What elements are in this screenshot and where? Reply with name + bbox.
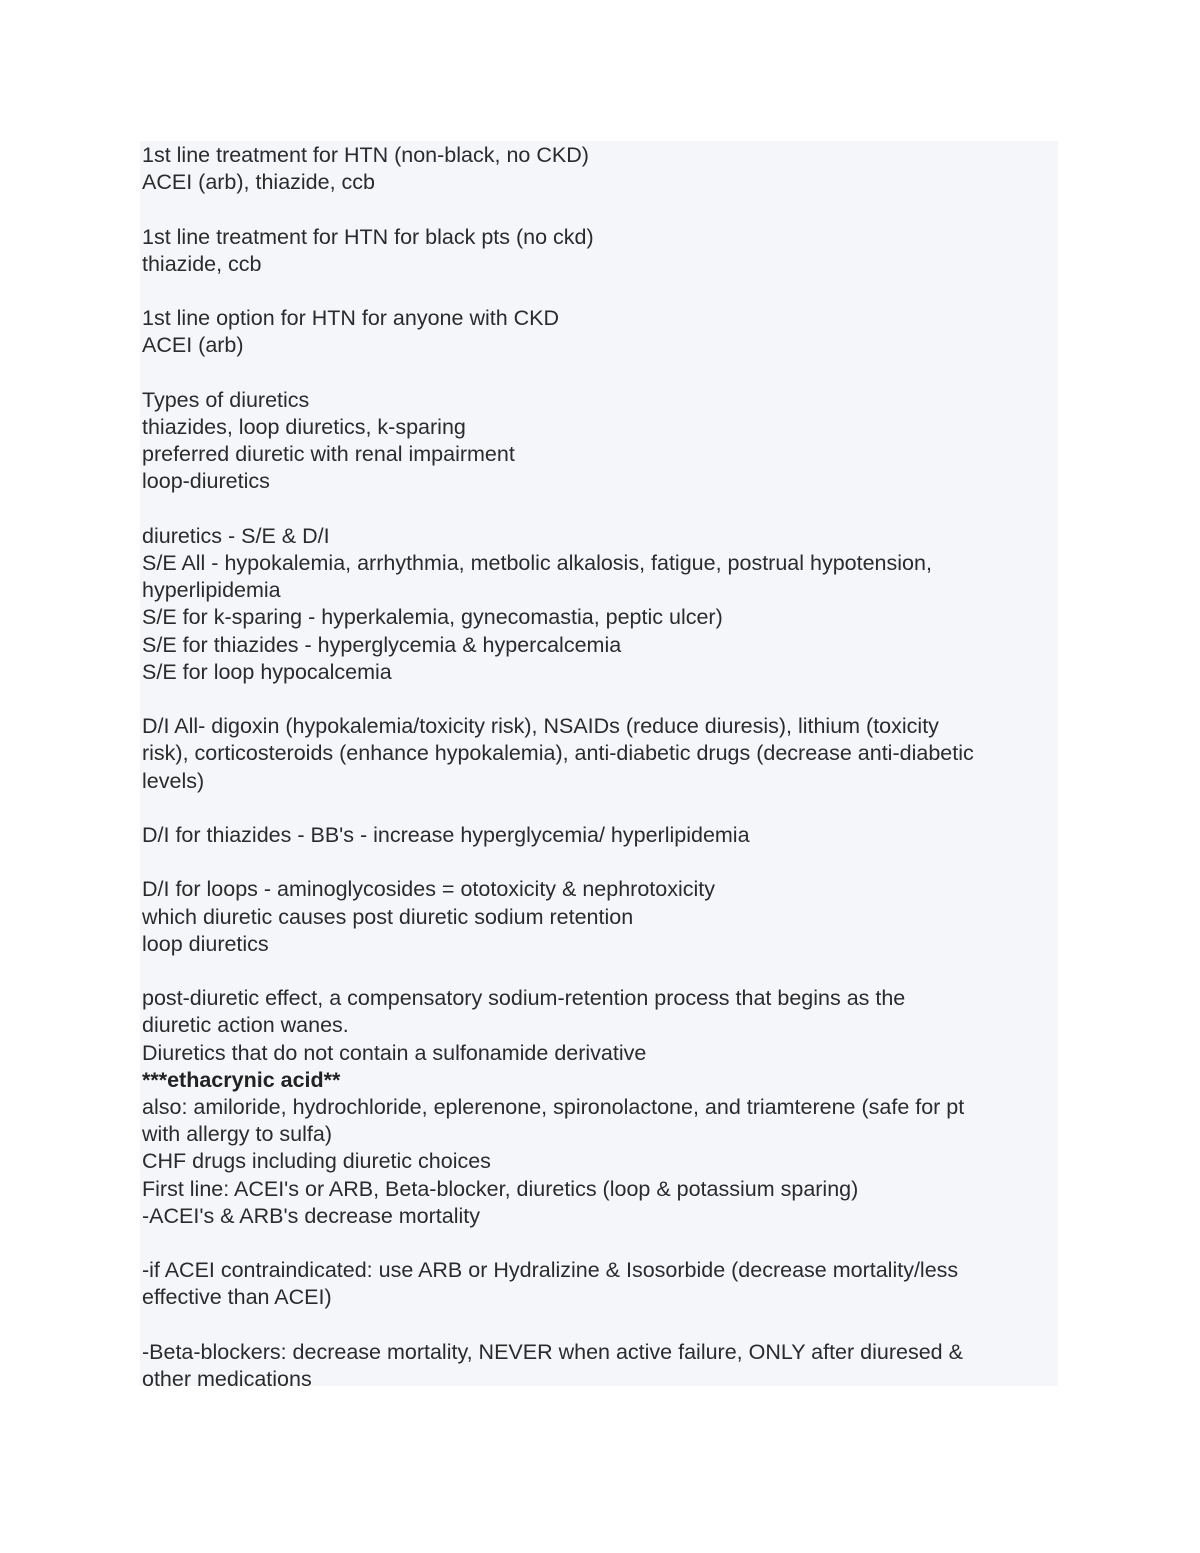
- text-line: also: amiloride, hydrochloride, eplerenone, spironolactone, and triamterene (safe for pt: [142, 1094, 965, 1119]
- text-line: -if ACEI contraindicated: use ARB or Hydralizine & Isosorbide (decrease mortality/less: [142, 1258, 959, 1283]
- text-line: ***ethacrynic acid**: [142, 1067, 341, 1092]
- blank-line: [142, 795, 1056, 822]
- text-line: D/I All- digoxin (hypokalemia/toxicity risk), NSAIDs (reduce diuresis), lithium (toxicity: [142, 714, 939, 739]
- text-line: Diuretics that do not contain a sulfonamide derivative: [142, 1040, 647, 1065]
- text-line: risk), corticosteroids (enhance hypokalemia), anti-diabetic drugs (decrease anti-diabetic: [142, 741, 974, 766]
- text-line: other medications: [142, 1366, 312, 1391]
- text-line: effective than ACEI): [142, 1285, 332, 1310]
- document-text-block: [140, 141, 1058, 1391]
- text-line: preferred diuretic with renal impairment: [142, 442, 515, 467]
- blank-line: [142, 958, 1056, 985]
- text-line: diuretic action wanes.: [142, 1013, 349, 1038]
- text-line: thiazides, loop diuretics, k-sparing: [142, 414, 466, 439]
- blank-line: [142, 686, 1056, 713]
- text-line: ACEI (arb): [142, 333, 244, 358]
- blank-line: [142, 1312, 1056, 1339]
- text-line: 1st line option for HTN for anyone with CKD: [142, 306, 560, 331]
- text-line: -ACEI's & ARB's decrease mortality: [142, 1203, 480, 1228]
- text-line: thiazide, ccb: [142, 251, 262, 276]
- text-line: S/E for loop hypocalcemia: [142, 659, 392, 684]
- text-line: with allergy to sulfa): [142, 1122, 332, 1147]
- text-line: post-diuretic effect, a compensatory sodium-retention process that begins as the: [142, 986, 906, 1011]
- text-line: Types of diuretics: [142, 387, 310, 412]
- text-line: diuretics - S/E & D/I: [142, 523, 330, 548]
- text-line: which diuretic causes post diuretic sodium retention: [142, 904, 634, 929]
- blank-line: [142, 849, 1056, 876]
- text-line: First line: ACEI's or ARB, Beta-blocker, diuretics (loop & potassium sparing): [142, 1176, 859, 1201]
- blank-line: [142, 496, 1056, 523]
- text-line: loop diuretics: [142, 931, 269, 956]
- text-line: S/E for thiazides - hyperglycemia & hypercalcemia: [142, 632, 622, 657]
- text-line: hyperlipidemia: [142, 578, 281, 603]
- blank-line: [142, 1230, 1056, 1257]
- text-line: loop-diuretics: [142, 469, 270, 494]
- text-line: 1st line treatment for HTN for black pts (no ckd): [142, 224, 594, 249]
- text-line: 1st line treatment for HTN (non-black, no CKD): [142, 143, 589, 167]
- text-line: S/E All - hypokalemia, arrhythmia, metbolic alkalosis, fatigue, postrual hypotension,: [142, 550, 932, 575]
- text-line: D/I for thiazides - BB's - increase hyperglycemia/ hyperlipidemia: [142, 822, 750, 847]
- blank-line: [142, 196, 1056, 223]
- blank-line: [142, 278, 1056, 305]
- text-line: CHF drugs including diuretic choices: [142, 1149, 491, 1174]
- text-line: S/E for k-sparing - hyperkalemia, gynecomastia, peptic ulcer): [142, 605, 723, 630]
- text-line: levels): [142, 768, 205, 793]
- text-line: D/I for loops - aminoglycosides = ototoxicity & nephrotoxicity: [142, 877, 715, 902]
- blank-line: [142, 360, 1056, 387]
- text-line: -Beta-blockers: decrease mortality, NEVER when active failure, ONLY after diuresed &: [142, 1339, 963, 1364]
- text-line: ACEI (arb), thiazide, ccb: [142, 170, 376, 195]
